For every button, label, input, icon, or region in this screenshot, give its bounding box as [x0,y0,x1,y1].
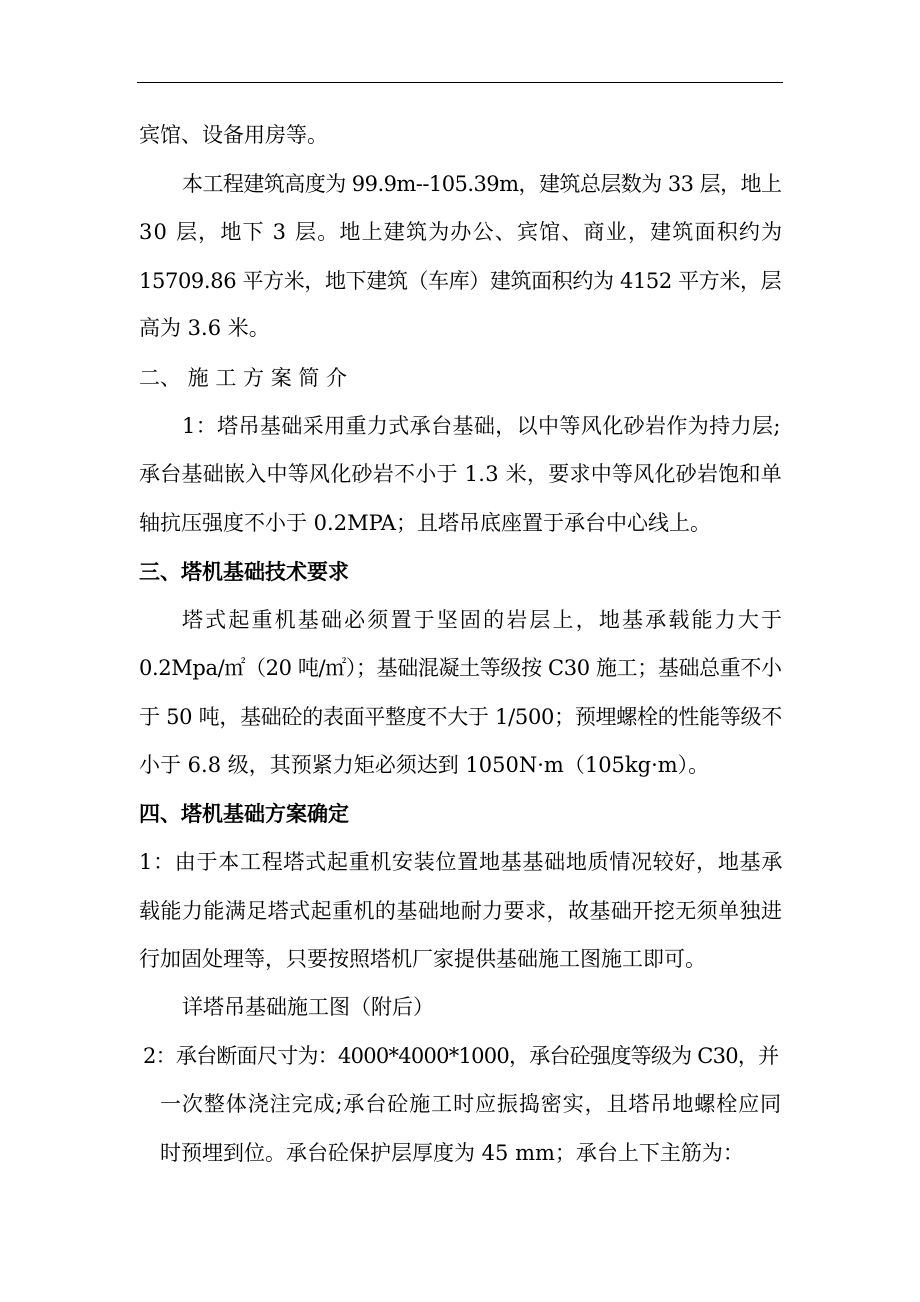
text-line: 高为 3.6 米。 [139,316,270,340]
text-line: 宾馆、设备用房等。 [139,123,328,147]
text-line: 时预埋到位。承台砼保护层厚度为 45 mm；承台上下主筋为： [160,1141,744,1165]
text-line: 30 层，地下 3 层。地上建筑为办公、宾馆、商业，建筑面积约为 [139,220,784,244]
text-line: 本工程建筑高度为 99.9m--105.39m，建筑总层数为 33 层，地上 [182,172,782,196]
section-heading: 四、塔机基础方案确定 [139,801,349,826]
text-line: 载能力能满足塔式起重机的基础地耐力要求，故基础开挖无须单独进 [139,899,783,923]
text-line: 0.2Mpa/㎡（20 吨/㎡）；基础混凝土等级按 C30 施工；基础总重不小 [139,656,782,680]
text-line: 于 50 吨，基础砼的表面平整度不大于 1/500；预埋螺栓的性能等级不 [139,705,782,729]
section-heading: 二、 施 工 方 案 简 介 [139,366,348,390]
text-line: 小于 6.8 级，其预紧力矩必须达到 1050N·m（105kg·m）。 [139,753,710,777]
text-line: 行加固处理等，只要按照塔机厂家提供基础施工图施工即可。 [139,947,706,971]
text-line: 1：由于本工程塔式起重机安装位置地基基础地质情况较好，地基承 [139,850,784,874]
text-line: 承台基础嵌入中等风化砂岩不小于 1.3 米，要求中等风化砂岩饱和单 [139,462,782,486]
text-line: 2：承台断面尺寸为：4000*4000*1000，承台砼强度等级为 C30，并 [143,1044,779,1068]
text-line: 15709.86 平方米，地下建筑（车库）建筑面积约为 4152 平方米，层 [139,269,782,293]
text-line: 轴抗压强度不小于 0.2MPA；且塔吊底座置于承台中心线上。 [139,511,711,535]
text-line: 一次整体浇注完成;承台砼施工时应振捣密实，且塔吊地螺栓应同 [160,1092,783,1116]
section-heading: 三、塔机基础技术要求 [139,559,349,584]
text-line: 塔式起重机基础必须置于坚固的岩层上，地基承载能力大于 [182,608,785,632]
text-line: 详塔吊基础施工图（附后） [182,995,434,1019]
header-rule [137,82,783,83]
text-line: 1：塔吊基础采用重力式承台基础，以中等风化砂岩作为持力层; [182,414,781,438]
